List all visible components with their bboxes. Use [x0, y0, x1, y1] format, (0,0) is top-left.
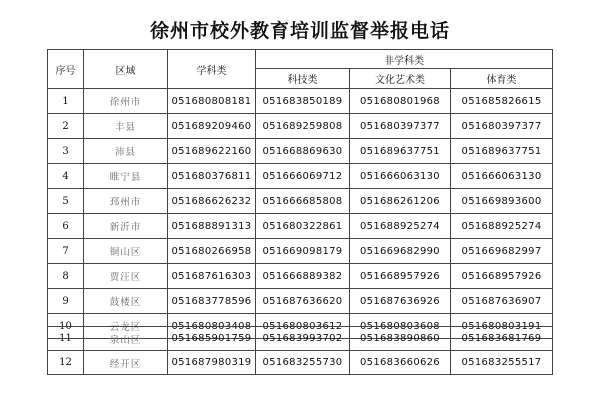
row-area-cell: 沛县 — [84, 139, 168, 164]
row-arts-phone: 051683660626 — [350, 351, 451, 375]
header-arts: 文化艺术类 — [350, 69, 451, 89]
table-row — [48, 264, 553, 289]
row-index-cell: 8 — [48, 264, 84, 289]
row-tech-phone: 051683255730 — [256, 351, 350, 375]
table-row — [48, 139, 553, 164]
table-row — [48, 289, 553, 314]
row-area-cell: 泉山区 — [84, 327, 168, 351]
row-index-cell: 1 — [48, 89, 84, 114]
header-area: 区域 — [84, 50, 168, 89]
row-sports-phone: 051669893600 — [451, 189, 553, 214]
header-sports: 体育类 — [451, 69, 553, 89]
table-row — [48, 327, 553, 351]
row-tech-phone: 051683850189 — [256, 89, 350, 114]
row-area-cell: 邳州市 — [84, 189, 168, 214]
row-academic-phone: 051687980319 — [168, 351, 256, 375]
row-academic-phone: 051685901759 — [168, 327, 256, 351]
row-tech-phone: 051668869630 — [256, 139, 350, 164]
row-sports-phone: 051680803191 — [451, 314, 553, 339]
row-tech-phone: 051680322861 — [256, 214, 350, 239]
row-index-cell: 12 — [48, 351, 84, 375]
row-area-cell: 丰县 — [84, 114, 168, 139]
row-arts-phone: 051680397377 — [350, 114, 451, 139]
row-academic-phone: 051686626232 — [168, 189, 256, 214]
row-arts-phone: 051688925274 — [350, 214, 451, 239]
row-arts-phone: 051666063130 — [350, 164, 451, 189]
row-arts-phone: 051686261206 — [350, 189, 451, 214]
row-index-cell: 10 — [48, 314, 84, 339]
header-index: 序号 — [48, 50, 84, 89]
table-row — [48, 351, 553, 375]
row-index-cell: 4 — [48, 164, 84, 189]
row-area-cell: 铜山区 — [84, 239, 168, 264]
hotline-table-extra — [47, 326, 553, 375]
row-tech-phone: 051666069712 — [256, 164, 350, 189]
row-area-cell: 睢宁县 — [84, 164, 168, 189]
row-index-cell: 5 — [48, 189, 84, 214]
row-arts-phone: 051680801968 — [350, 89, 451, 114]
row-index-cell: 3 — [48, 139, 84, 164]
row-academic-phone: 051683778596 — [168, 289, 256, 314]
table-row — [48, 89, 553, 114]
row-academic-phone: 051689622160 — [168, 139, 256, 164]
table-row — [48, 239, 553, 264]
row-academic-phone: 051680376811 — [168, 164, 256, 189]
row-index-cell: 9 — [48, 289, 84, 314]
row-arts-phone: 051669682990 — [350, 239, 451, 264]
row-arts-phone: 051668957926 — [350, 264, 451, 289]
row-tech-phone: 051689259808 — [256, 114, 350, 139]
header-academic: 学科类 — [168, 50, 256, 89]
row-area-cell: 鼓楼区 — [84, 289, 168, 314]
row-sports-phone: 051680397377 — [451, 114, 553, 139]
row-area-cell: 云龙区 — [84, 314, 168, 339]
header-tech: 科技类 — [256, 69, 350, 89]
table-row — [48, 114, 553, 139]
row-academic-phone: 051687616303 — [168, 264, 256, 289]
row-tech-phone: 051666889382 — [256, 264, 350, 289]
row-sports-phone: 051685826615 — [451, 89, 553, 114]
row-area-cell: 新沂市 — [84, 214, 168, 239]
row-tech-phone: 051666685808 — [256, 189, 350, 214]
row-sports-phone: 051683255517 — [451, 351, 553, 375]
row-tech-phone: 051683993702 — [256, 327, 350, 351]
row-arts-phone: 051683890860 — [350, 327, 451, 351]
page-title: 徐州市校外教育培训监督举报电话 — [149, 20, 450, 42]
table-row — [48, 214, 553, 239]
row-sports-phone: 051687636907 — [451, 289, 553, 314]
hotline-table-main — [47, 49, 553, 339]
row-academic-phone: 051689209460 — [168, 114, 256, 139]
row-sports-phone: 051683681769 — [451, 327, 553, 351]
row-area-cell: 经开区 — [84, 351, 168, 375]
row-tech-phone: 051669098179 — [256, 239, 350, 264]
row-tech-phone: 051687636620 — [256, 289, 350, 314]
row-arts-phone: 051680803608 — [350, 314, 451, 339]
row-index-cell: 6 — [48, 214, 84, 239]
row-sports-phone: 051669682997 — [451, 239, 553, 264]
row-sports-phone: 051688925274 — [451, 214, 553, 239]
row-index-cell: 11 — [48, 327, 84, 351]
row-academic-phone: 051680803408 — [168, 314, 256, 339]
row-index-cell: 7 — [48, 239, 84, 264]
row-academic-phone: 051688891313 — [168, 214, 256, 239]
row-area-cell: 徐州市 — [84, 89, 168, 114]
row-area-cell: 贾汪区 — [84, 264, 168, 289]
row-sports-phone: 051689637751 — [451, 139, 553, 164]
table-row — [48, 189, 553, 214]
row-sports-phone: 051668957926 — [451, 264, 553, 289]
row-academic-phone: 051680808181 — [168, 89, 256, 114]
row-arts-phone: 051687636926 — [350, 289, 451, 314]
row-arts-phone: 051689637751 — [350, 139, 451, 164]
row-tech-phone: 051680803612 — [256, 314, 350, 339]
row-index-cell: 2 — [48, 114, 84, 139]
row-academic-phone: 051680266958 — [168, 239, 256, 264]
header-non-academic: 非学科类 — [256, 50, 553, 69]
table-row — [48, 164, 553, 189]
row-sports-phone: 051666063130 — [451, 164, 553, 189]
